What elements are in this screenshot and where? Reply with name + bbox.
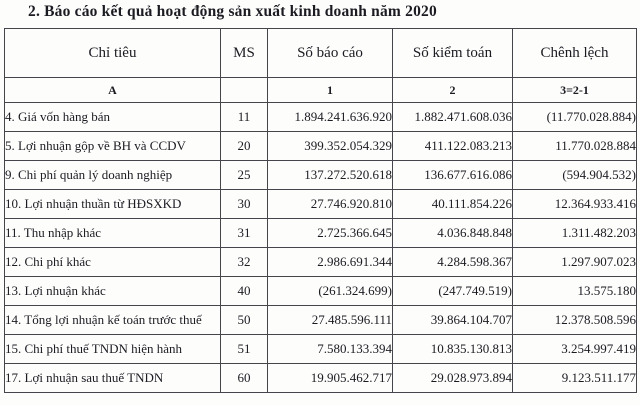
row-ms: 31 xyxy=(221,219,268,248)
header-row xyxy=(5,29,637,78)
subheader-2: 2 xyxy=(393,78,513,103)
row-so-kiem-toan: 40.111.854.226 xyxy=(393,190,513,219)
row-label: 15. Chi phí thuế TNDN hiện hành xyxy=(5,335,221,364)
column-header-so-kiem-toan: Số kiểm toán xyxy=(393,29,513,78)
row-so-kiem-toan: 29.028.973.894 xyxy=(393,364,513,393)
row-label: 10. Lợi nhuận thuần từ HĐSXKD xyxy=(5,190,221,219)
row-ms: 11 xyxy=(221,103,268,132)
row-ms: 50 xyxy=(221,306,268,335)
row-label: 9. Chi phí quản lý doanh nghiệp xyxy=(5,161,221,190)
row-chenh-lech: 3.254.997.419 xyxy=(513,335,637,364)
row-ms: 51 xyxy=(221,335,268,364)
table-row xyxy=(5,364,637,393)
row-so-bao-cao: 2.986.691.344 xyxy=(268,248,393,277)
table-row xyxy=(5,190,637,219)
row-so-bao-cao: 1.894.241.636.920 xyxy=(268,103,393,132)
row-ms: 32 xyxy=(221,248,268,277)
row-ms: 20 xyxy=(221,132,268,161)
row-label: 13. Lợi nhuận khác xyxy=(5,277,221,306)
table-row xyxy=(5,103,637,132)
table-row xyxy=(5,248,637,277)
report-table xyxy=(4,28,637,393)
table-row xyxy=(5,277,637,306)
row-ms: 60 xyxy=(221,364,268,393)
row-so-kiem-toan: 10.835.130.813 xyxy=(393,335,513,364)
row-so-kiem-toan: 4.284.598.367 xyxy=(393,248,513,277)
subheader-1: 1 xyxy=(268,78,393,103)
subheader-a: A xyxy=(5,78,221,103)
row-chenh-lech: 11.770.028.884 xyxy=(513,132,637,161)
row-so-kiem-toan: (247.749.519) xyxy=(393,277,513,306)
row-label: 14. Tổng lợi nhuận kế toán trước thuế xyxy=(5,306,221,335)
column-header-chi-tieu: Chỉ tiêu xyxy=(5,29,221,78)
row-so-kiem-toan: 411.122.083.213 xyxy=(393,132,513,161)
row-ms: 40 xyxy=(221,277,268,306)
subheader-row xyxy=(5,78,637,103)
row-so-bao-cao: 27.746.920.810 xyxy=(268,190,393,219)
row-ms: 25 xyxy=(221,161,268,190)
row-so-bao-cao: 137.272.520.618 xyxy=(268,161,393,190)
table-row xyxy=(5,132,637,161)
row-label: 12. Chi phí khác xyxy=(5,248,221,277)
row-label: 4. Giá vốn hàng bán xyxy=(5,103,221,132)
table-row xyxy=(5,161,637,190)
row-so-bao-cao: 2.725.366.645 xyxy=(268,219,393,248)
row-chenh-lech: 12.378.508.596 xyxy=(513,306,637,335)
row-chenh-lech: 1.297.907.023 xyxy=(513,248,637,277)
row-so-kiem-toan: 1.882.471.608.036 xyxy=(393,103,513,132)
column-header-chenh-lech: Chênh lệch xyxy=(513,29,637,78)
row-chenh-lech: (11.770.028.884) xyxy=(513,103,637,132)
table-row xyxy=(5,335,637,364)
row-so-bao-cao: 399.352.054.329 xyxy=(268,132,393,161)
row-chenh-lech: 9.123.511.177 xyxy=(513,364,637,393)
subheader-3-2-1: 3=2-1 xyxy=(513,78,637,103)
row-so-bao-cao: 27.485.596.111 xyxy=(268,306,393,335)
row-chenh-lech: 13.575.180 xyxy=(513,277,637,306)
row-label: 5. Lợi nhuận gộp về BH và CCDV xyxy=(5,132,221,161)
row-so-bao-cao: 7.580.133.394 xyxy=(268,335,393,364)
column-header-ms: MS xyxy=(221,29,268,78)
row-so-kiem-toan: 136.677.616.086 xyxy=(393,161,513,190)
row-so-bao-cao: (261.324.699) xyxy=(268,277,393,306)
row-ms: 30 xyxy=(221,190,268,219)
table-row xyxy=(5,306,637,335)
table-row xyxy=(5,219,637,248)
row-so-kiem-toan: 39.864.104.707 xyxy=(393,306,513,335)
row-chenh-lech: (594.904.532) xyxy=(513,161,637,190)
subheader-ms xyxy=(221,78,268,103)
row-chenh-lech: 12.364.933.416 xyxy=(513,190,637,219)
document-title: 2. Báo cáo kết quả hoạt động sản xuất kinh doanh năm 2020 xyxy=(28,3,437,20)
column-header-so-bao-cao: Số báo cáo xyxy=(268,29,393,78)
row-chenh-lech: 1.311.482.203 xyxy=(513,219,637,248)
row-so-bao-cao: 19.905.462.717 xyxy=(268,364,393,393)
row-label: 11. Thu nhập khác xyxy=(5,219,221,248)
row-label: 17. Lợi nhuận sau thuế TNDN xyxy=(5,364,221,393)
row-so-kiem-toan: 4.036.848.848 xyxy=(393,219,513,248)
